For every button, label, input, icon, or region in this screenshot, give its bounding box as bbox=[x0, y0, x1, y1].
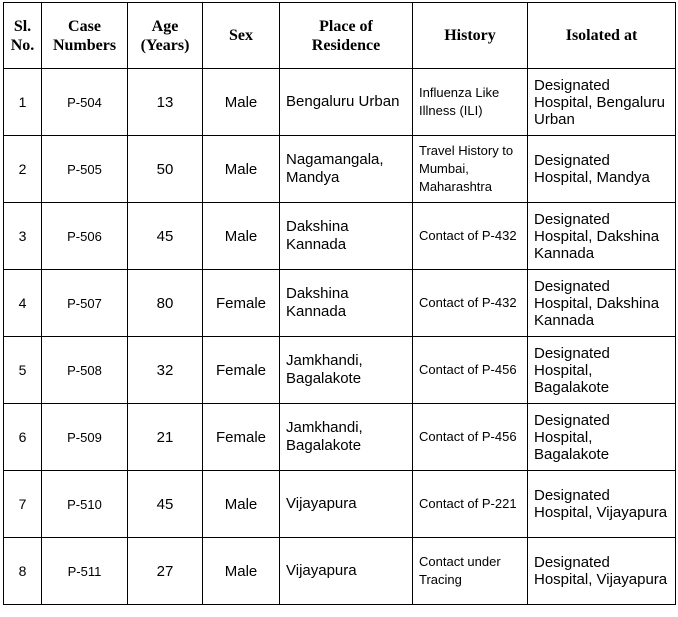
cell-sl-no: 3 bbox=[4, 203, 42, 270]
cell-age: 27 bbox=[128, 538, 203, 605]
patient-table bbox=[3, 2, 676, 605]
cell-place: Vijayapura bbox=[280, 471, 413, 538]
cell-history: Contact of P-221 bbox=[413, 471, 528, 538]
cell-age: 50 bbox=[128, 136, 203, 203]
table-row bbox=[4, 337, 676, 404]
cell-history: Contact of P-432 bbox=[413, 270, 528, 337]
header-sex: Sex bbox=[203, 3, 280, 69]
table-row bbox=[4, 136, 676, 203]
cell-case-number: P-507 bbox=[42, 270, 128, 337]
cell-sex: Male bbox=[203, 69, 280, 136]
cell-sl-no: 8 bbox=[4, 538, 42, 605]
cell-case-number: P-505 bbox=[42, 136, 128, 203]
cell-age: 45 bbox=[128, 471, 203, 538]
header-isolated-at: Isolated at bbox=[528, 3, 676, 69]
cell-sl-no: 7 bbox=[4, 471, 42, 538]
header-age: Age (Years) bbox=[128, 3, 203, 69]
cell-case-number: P-508 bbox=[42, 337, 128, 404]
cell-place: Bengaluru Urban bbox=[280, 69, 413, 136]
cell-isolated-at: Designated Hospital, Vijayapura bbox=[528, 471, 676, 538]
cell-place: Vijayapura bbox=[280, 538, 413, 605]
cell-case-number: P-511 bbox=[42, 538, 128, 605]
cell-isolated-at: Designated Hospital, Bagalakote bbox=[528, 404, 676, 471]
cell-sex: Female bbox=[203, 337, 280, 404]
cell-place: Nagamangala, Mandya bbox=[280, 136, 413, 203]
cell-history: Contact of P-432 bbox=[413, 203, 528, 270]
cell-isolated-at: Designated Hospital, Bagalakote bbox=[528, 337, 676, 404]
cell-case-number: P-504 bbox=[42, 69, 128, 136]
header-row bbox=[4, 3, 676, 69]
cell-sex: Female bbox=[203, 404, 280, 471]
cell-sl-no: 2 bbox=[4, 136, 42, 203]
cell-history: Contact of P-456 bbox=[413, 404, 528, 471]
cell-history: Contact of P-456 bbox=[413, 337, 528, 404]
cell-isolated-at: Designated Hospital, Dakshina Kannada bbox=[528, 203, 676, 270]
cell-age: 21 bbox=[128, 404, 203, 471]
table-row bbox=[4, 69, 676, 136]
cell-case-number: P-506 bbox=[42, 203, 128, 270]
table-row bbox=[4, 404, 676, 471]
cell-sl-no: 5 bbox=[4, 337, 42, 404]
cell-age: 32 bbox=[128, 337, 203, 404]
cell-age: 13 bbox=[128, 69, 203, 136]
cell-sl-no: 1 bbox=[4, 69, 42, 136]
table-row bbox=[4, 270, 676, 337]
cell-age: 80 bbox=[128, 270, 203, 337]
header-sl-no: Sl. No. bbox=[4, 3, 42, 69]
cell-sex: Male bbox=[203, 136, 280, 203]
table-row bbox=[4, 471, 676, 538]
header-case-numbers: Case Numbers bbox=[42, 3, 128, 69]
cell-isolated-at: Designated Hospital, Bengaluru Urban bbox=[528, 69, 676, 136]
cell-sex: Male bbox=[203, 471, 280, 538]
cell-place: Jamkhandi, Bagalakote bbox=[280, 337, 413, 404]
cell-sl-no: 4 bbox=[4, 270, 42, 337]
table-row bbox=[4, 538, 676, 605]
cell-isolated-at: Designated Hospital, Dakshina Kannada bbox=[528, 270, 676, 337]
header-place-of-residence: Place of Residence bbox=[280, 3, 413, 69]
cell-place: Jamkhandi, Bagalakote bbox=[280, 404, 413, 471]
cell-sl-no: 6 bbox=[4, 404, 42, 471]
cell-isolated-at: Designated Hospital, Mandya bbox=[528, 136, 676, 203]
cell-sex: Male bbox=[203, 203, 280, 270]
table-row bbox=[4, 203, 676, 270]
header-history: History bbox=[413, 3, 528, 69]
cell-history: Influenza Like Illness (ILI) bbox=[413, 69, 528, 136]
cell-history: Contact under Tracing bbox=[413, 538, 528, 605]
cell-place: Dakshina Kannada bbox=[280, 203, 413, 270]
cell-sex: Male bbox=[203, 538, 280, 605]
cell-place: Dakshina Kannada bbox=[280, 270, 413, 337]
cell-case-number: P-510 bbox=[42, 471, 128, 538]
cell-history: Travel History to Mumbai, Maharashtra bbox=[413, 136, 528, 203]
cell-sex: Female bbox=[203, 270, 280, 337]
cell-age: 45 bbox=[128, 203, 203, 270]
cell-isolated-at: Designated Hospital, Vijayapura bbox=[528, 538, 676, 605]
cell-case-number: P-509 bbox=[42, 404, 128, 471]
